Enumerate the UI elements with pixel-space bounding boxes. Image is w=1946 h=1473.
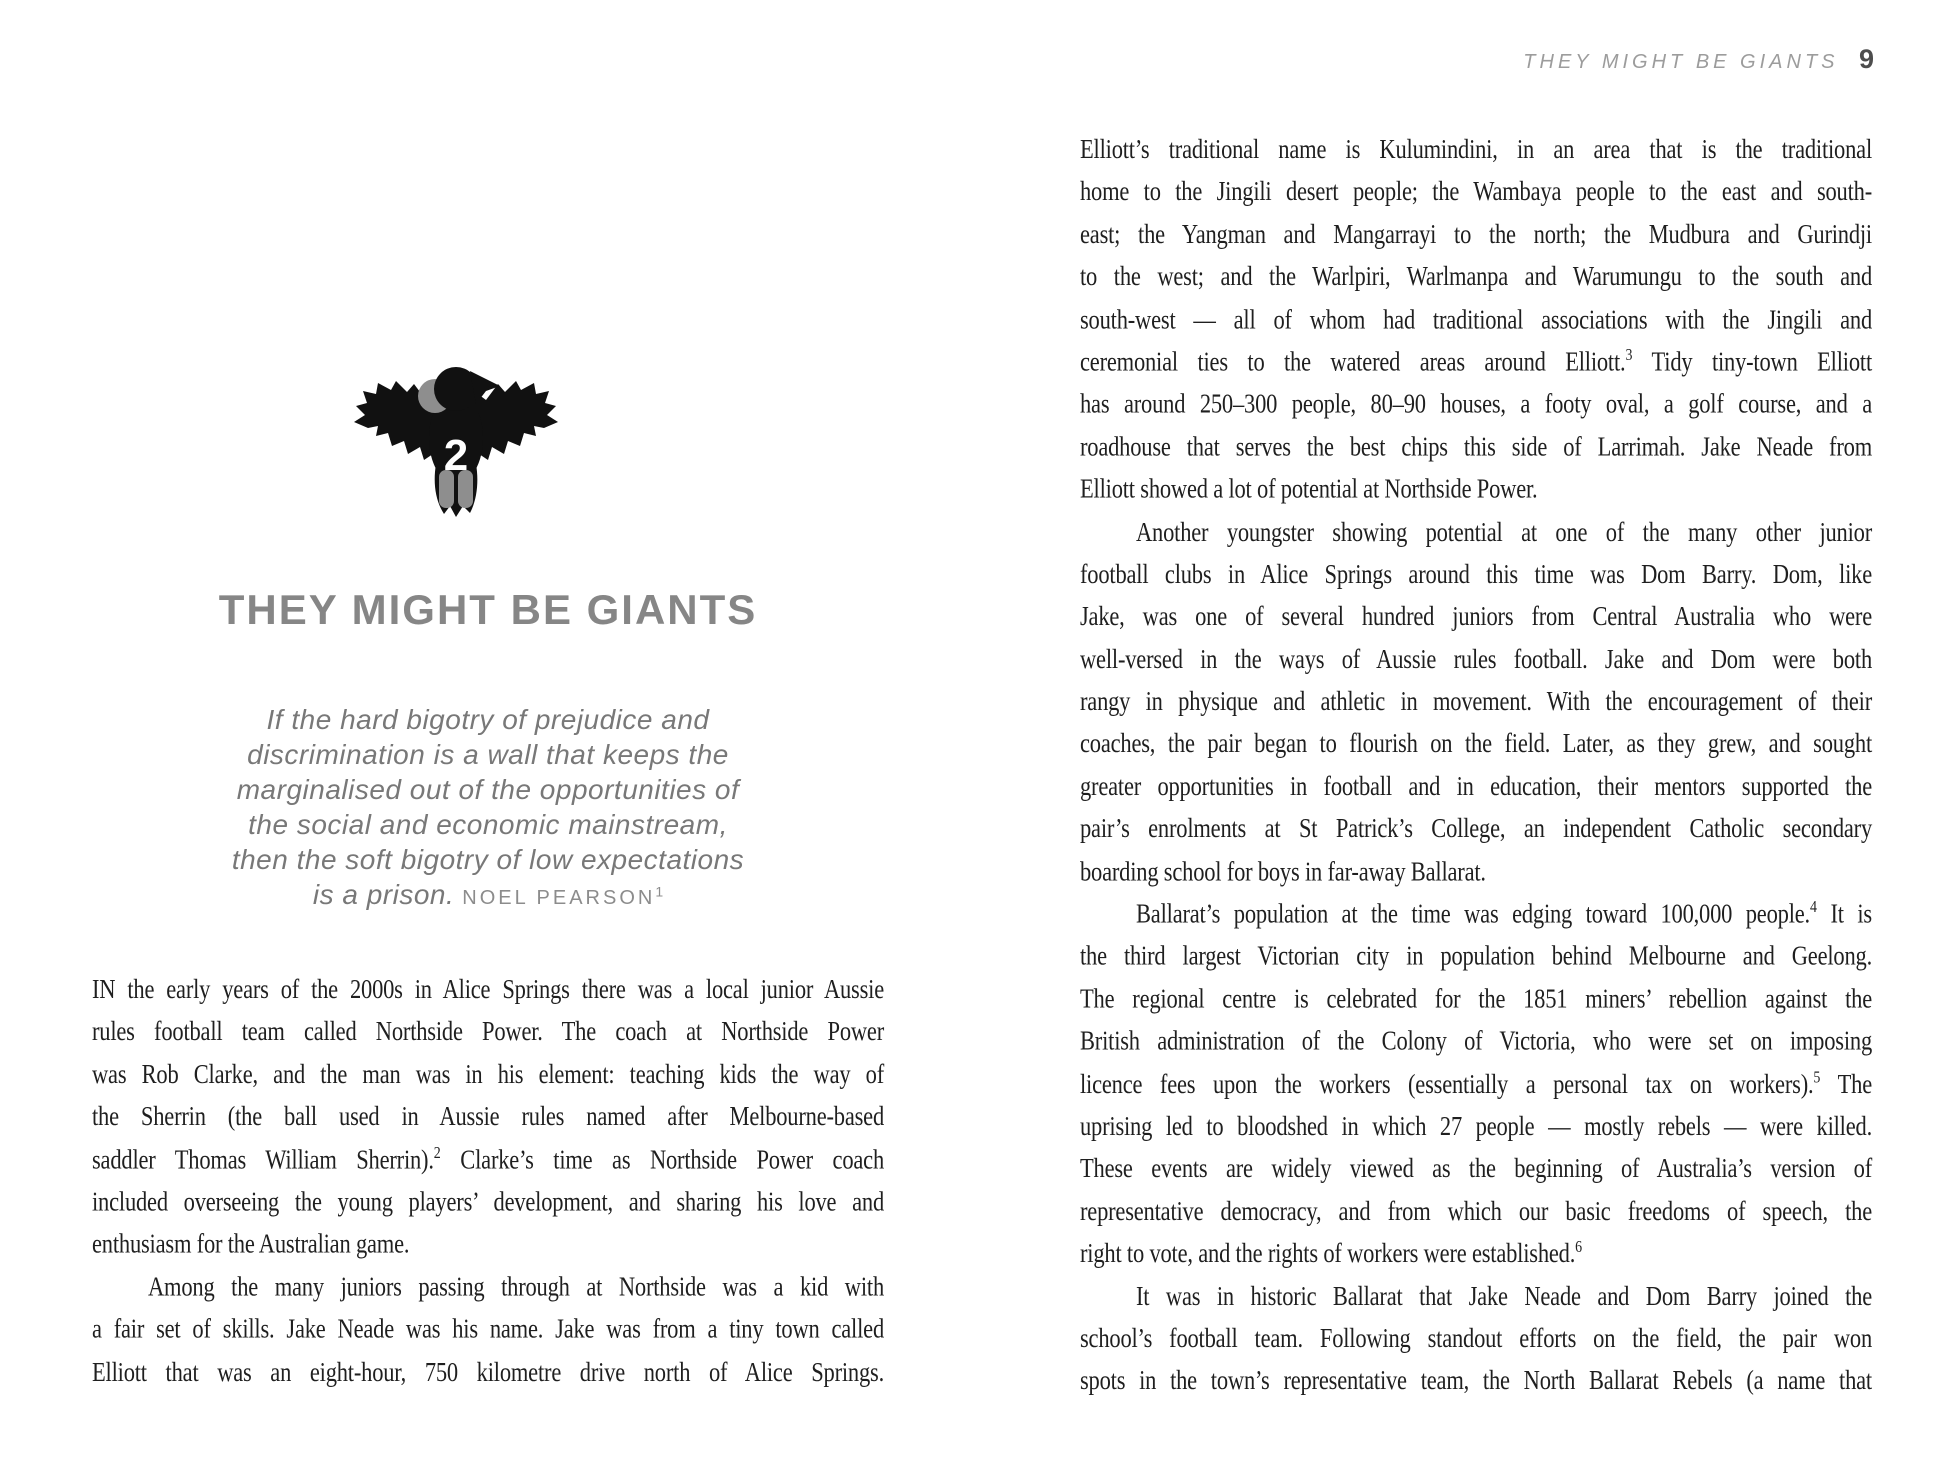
body-text-line: IN the early years of the 2000s in Alice Springs there was a local junior Aussie bbox=[92, 974, 884, 1004]
body-text-line: the Sherrin (the ball used in Aussie rules named after Melbourne-based bbox=[92, 1101, 884, 1132]
running-head bbox=[1080, 44, 1874, 75]
epigraph-line: discrimination is a wall that keeps the bbox=[247, 739, 729, 770]
chapter-number: 2 bbox=[443, 431, 469, 480]
body-text-line: greater opportunities in football and in education, their mentors supported the bbox=[1080, 771, 1872, 802]
body-text-line: right to vote, and the rights of workers were established.$^6$ bbox=[1080, 1238, 1583, 1269]
magpie-icon bbox=[350, 356, 562, 536]
body-text-line: Elliott that was an eight-hour, 750 kilometre drive north of Alice Springs. bbox=[92, 1356, 884, 1387]
body-text-line: Ballarat’s population at the time was edging toward 100,000 people.$^4$ It is bbox=[1136, 898, 1872, 929]
body-text-line: licence fees upon the workers (essentially a personal tax on workers).$^5$ The bbox=[1080, 1068, 1872, 1099]
body-text-line: coaches, the pair began to flourish on the field. Later, as they grew, and sought bbox=[1080, 728, 1872, 759]
body-text-line: to the west; and the Warlpiri, Warlmanpa and Warumungu to the south and bbox=[1080, 261, 1872, 292]
body-text-line: The regional centre is celebrated for the 1851 miners’ rebellion against the bbox=[1080, 983, 1872, 1014]
body-text-line: football clubs in Alice Springs around this time was Dom Barry. Dom, like bbox=[1080, 558, 1872, 589]
epigraph-line: then the soft bigotry of low expectations bbox=[231, 844, 745, 875]
running-head-title: THEY MIGHT BE GIANTS bbox=[1523, 51, 1839, 73]
epigraph-attribution: NOEL PEARSON$^1$ bbox=[462, 883, 664, 909]
body-text-line: east; the Yangman and Mangarrayi to the north; the Mudbura and Gurindji bbox=[1080, 218, 1872, 249]
body-text-line: home to the Jingili desert people; the Wambaya people to the east and south- bbox=[1080, 176, 1872, 207]
body-text-line: included overseeing the young players’ development, and sharing his love and bbox=[92, 1186, 884, 1217]
body-text-line: Elliott’s traditional name is Kulumindini, in an area that is the traditional bbox=[1080, 134, 1872, 164]
body-text-line: school’s football team. Following standout efforts on the field, the pair won bbox=[1080, 1323, 1872, 1354]
body-text-line: has around 250–300 people, 80–90 houses, a footy oval, a golf course, and a bbox=[1080, 388, 1872, 419]
body-text-line: British administration of the Colony of Victoria, who were set on imposing bbox=[1080, 1025, 1872, 1056]
body-text-line: ceremonial ties to the watered areas around Elliott.$^3$ Tidy tiny-town Elliott bbox=[1080, 346, 1872, 377]
body-text-line: Another youngster showing potential at one of the many other junior bbox=[1136, 516, 1872, 547]
left-page-body bbox=[92, 968, 884, 1393]
body-text-line: Jake, was one of several hundred juniors from Central Australia who were bbox=[1080, 601, 1872, 632]
body-text-line: pair’s enrolments at St Patrick’s College, an independent Catholic secondary bbox=[1080, 813, 1872, 844]
body-text-line: a fair set of skills. Jake Neade was his name. Jake was from a tiny town called bbox=[92, 1313, 884, 1344]
epigraph-line: marginalised out of the opportunities of bbox=[236, 774, 740, 805]
chapter-title: THEY MIGHT BE GIANTS bbox=[218, 586, 758, 633]
chapter-emblem bbox=[350, 356, 562, 536]
page-number: 9 bbox=[1858, 44, 1874, 74]
body-text-line: rules football team called Northside Power. The coach at Northside Power bbox=[92, 1016, 884, 1047]
body-text-line: well-versed in the ways of Aussie rules football. Jake and Dom were both bbox=[1080, 643, 1872, 674]
body-text-line: enthusiasm for the Australian game. bbox=[92, 1228, 410, 1259]
body-text-line: Elliott showed a lot of potential at Northside Power. bbox=[1080, 473, 1538, 504]
right-page-body bbox=[1080, 128, 1872, 1402]
body-text-line: boarding school for boys in far-away Ballarat. bbox=[1080, 855, 1486, 886]
body-text-line: representative democracy, and from which our basic freedoms of speech, the bbox=[1080, 1195, 1872, 1226]
epigraph-line: If the hard bigotry of prejudice and bbox=[266, 704, 710, 735]
body-text-line: spots in the town’s representative team, the North Ballarat Rebels (a name that bbox=[1080, 1365, 1872, 1396]
body-text-line: It was in historic Ballarat that Jake Neade and Dom Barry joined the bbox=[1136, 1280, 1872, 1311]
body-text-line: Among the many juniors passing through at Northside was a kid with bbox=[148, 1271, 884, 1302]
body-text-line: rangy in physique and athletic in movement. With the encouragement of their bbox=[1080, 686, 1872, 717]
body-text-line: uprising led to bloodshed in which 27 people — mostly rebels — were killed. bbox=[1080, 1110, 1872, 1141]
epigraph-line: is a prison. NOEL PEARSON$^1$ bbox=[312, 879, 664, 910]
body-text-line: was Rob Clarke, and the man was in his element: teaching kids the way of bbox=[92, 1058, 884, 1089]
body-text-line: saddler Thomas William Sherrin).$^2$ Clarke’s time as Northside Power coach bbox=[92, 1143, 884, 1174]
epigraph-line: the social and economic mainstream, bbox=[248, 809, 728, 840]
body-text-line: south-west — all of whom had traditional associations with the Jingili and bbox=[1080, 303, 1872, 334]
epigraph bbox=[92, 702, 884, 916]
body-text-line: roadhouse that serves the best chips this side of Larrimah. Jake Neade from bbox=[1080, 431, 1872, 462]
body-text-line: These events are widely viewed as the beginning of Australia’s version of bbox=[1080, 1153, 1872, 1184]
body-text-line: the third largest Victorian city in population behind Melbourne and Geelong. bbox=[1080, 940, 1872, 971]
